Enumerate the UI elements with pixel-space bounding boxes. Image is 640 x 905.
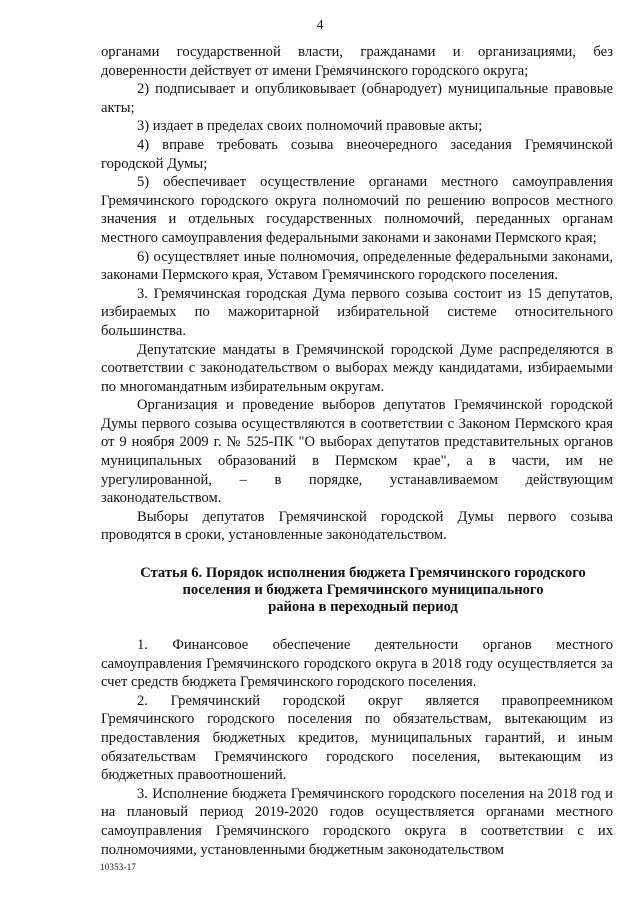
paragraph: 5) обеспечивает осуществление органами местного самоуправления Гремячинского городского округа полномочий по решению вопросов местного значения и отдельных государственных полномочий, переданных органам местного самоуправления федеральными законами и законами Пермского края; [101, 174, 613, 246]
document-code: 10353-17 [100, 862, 137, 872]
document-body [101, 43, 613, 859]
paragraph: Организация и проведение выборов депутатов Гремячинской городской Думы первого созыва осуществляются в соответствии с Законом Пермского края от 9 ноября 2009 г. № 525-ПК "О выборах депутатов представительных органов муниципальных образований в Пермском крае", а в части, им не урегулированной, – в порядке, устанавливаемом действующим законодательством. [101, 397, 613, 507]
page-number: 4 [316, 18, 324, 33]
paragraph: 1. Финансовое обеспечение деятельности органов местного самоуправления Гремячинского городского округа в 2018 году осуществляется за счет средств бюджета Гремячинского городского поселения. [101, 637, 613, 691]
article-heading [101, 565, 613, 616]
paragraph: Выборы депутатов Гремячинской городской Думы первого созыва проводятся в сроки, установленные законодательством. [101, 508, 613, 544]
paragraph: 3) издает в пределах своих полномочий правовые акты; [137, 118, 483, 135]
paragraph: 2) подписывает и опубликовывает (обнародует) муниципальные правовые акты; [101, 81, 613, 116]
heading-line: Статья 6. Порядок исполнения бюджета Гремячинского городского [140, 565, 586, 582]
paragraph: 2. Гремячинский городской округ является правопреемником Гремячинского городского поселения по обязательствам, вытекающим из предоставления бюджетных кредитов, муниципальных гарантий, и иным обязательствам Гремячинского городского поселения, вытекающим из бюджетных правоотношений. [101, 692, 613, 784]
paragraph: 3. Исполнение бюджета Гремячинского городского поселения на 2018 год и на плановый период 2019-2020 годов осуществляется органами местного самоуправления Гремячинского городского округа в соответствии с их полномочиями, установленными бюджетным законодательством [101, 785, 613, 858]
paragraph: 3. Гремячинская городская Дума первого созыва состоит из 15 депутатов, избираемых по мажоритарной избирательной системе относительного большинства. [101, 285, 613, 339]
paragraph: 4) вправе требовать созыва внеочередного заседания Гремячинской городской Думы; [101, 136, 613, 172]
paragraph: Депутатские мандаты в Гремячинской городской Думе распределяются в соответствии с законодательством о выборах между кандидатами, избираемыми по многомандатным избирательным округам. [101, 341, 613, 395]
paragraph: 6) осуществляет иные полномочия, определенные федеральными законами, законами Пермского края, Уставом Гремячинского городского поселения. [101, 248, 613, 284]
heading-line: района в переходный период [268, 599, 458, 616]
paragraph: органами государственной власти, гражданами и организациями, без доверенности действует от имени Гремячинского городского округа; [101, 44, 613, 79]
heading-line: поселения и бюджета Гремячинского муниципального [182, 582, 544, 599]
